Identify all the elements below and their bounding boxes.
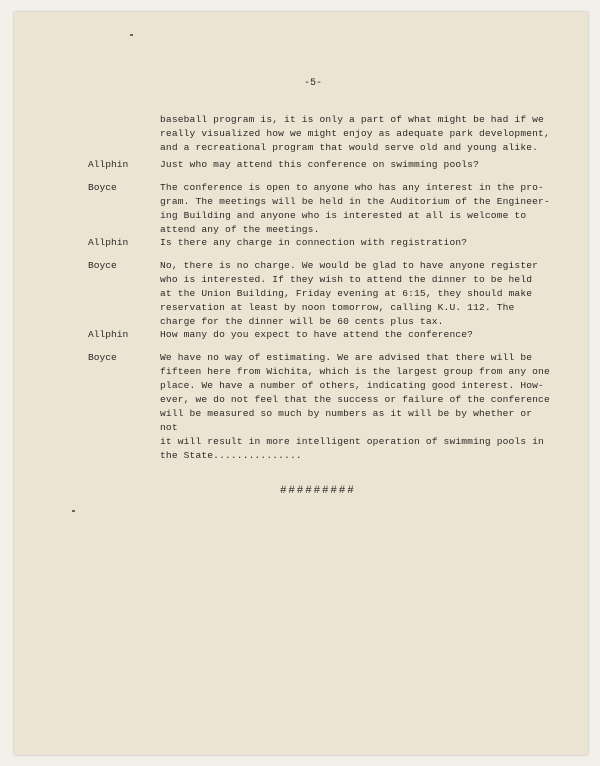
dialogue-text: How many do you expect to have attend the conference? xyxy=(160,329,474,340)
speaker-name: Boyce xyxy=(88,352,117,363)
end-marks: ######### xyxy=(280,485,356,497)
speaker-name: Boyce xyxy=(88,260,117,271)
speaker-name: Allphin xyxy=(88,329,129,340)
punch-mark xyxy=(130,34,133,36)
dialogue-text: Is there any charge in connection with registration? xyxy=(160,237,468,248)
dialogue-text: The conference is open to anyone who has any interest in the pro- gram. The meetings will be held in the Auditorium of the Engineer- ing Building and anyone who is interested at all is welcome to attend any of the meetings. xyxy=(160,182,550,235)
speaker-name: Allphin xyxy=(88,159,129,170)
page-number: -5- xyxy=(304,78,323,89)
dialogue-text: No, there is no charge. We would be glad to have anyone register who is interested. If they wish to attend the dinner to be held at the Union Building, Friday evening at 6:15, they should make reservation at least by noon tomorrow, calling K.U. 112. The charge for the dinner will be 60 cents plus tax. xyxy=(160,260,539,327)
punch-mark xyxy=(72,510,75,512)
speaker-name: Allphin xyxy=(88,237,129,248)
dialogue-text: baseball program is, it is only a part of what might be had if we really visualized how we might enjoy as adequate park development, and a recreational program that would serve old and young alike. xyxy=(160,114,550,153)
document-page xyxy=(14,12,588,755)
dialogue-text: We have no way of estimating. We are advised that there will be fifteen here from Wichita, which is the largest group from any one place. We have a number of others, indicating good interest. How- ever, we do not feel that the success or failure of the conference will be measured so much by numbers as it will be by whether or not it will result in more intelligent operation of swimming pools in the State............... xyxy=(160,352,550,461)
dialogue-text: Just who may attend this conference on swimming pools? xyxy=(160,159,479,170)
speaker-name: Boyce xyxy=(88,182,117,193)
